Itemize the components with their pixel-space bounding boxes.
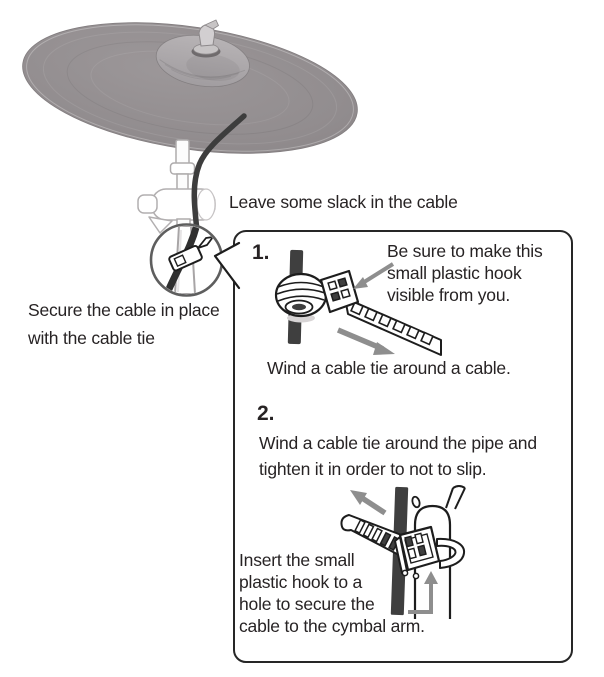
- step2-caption: [259, 431, 537, 482]
- step2-note-line: cable to the cymbal arm.: [239, 616, 425, 636]
- step1-note: [387, 240, 543, 306]
- pipe-hole: [411, 496, 421, 508]
- tie-coil: [276, 274, 326, 316]
- step1-caption: Wind a cable tie around a cable.: [267, 358, 511, 378]
- step2-caption-line: Wind a cable tie around the pipe and: [259, 433, 537, 453]
- wind-direction-arrow-icon: [338, 330, 395, 355]
- step2-note-line: Insert the small: [239, 550, 355, 570]
- cymbal-disc: [14, 0, 368, 173]
- step2-note: [239, 549, 425, 637]
- step1-note-line: Be sure to make this: [387, 241, 543, 261]
- step2-caption-line: tighten it in order to not to slip.: [259, 458, 487, 479]
- step2-note-line: hole to secure the: [239, 594, 375, 614]
- step1-note-line: small plastic hook: [387, 263, 522, 283]
- callout-pointer: [211, 239, 241, 293]
- tie-strap: [345, 298, 441, 355]
- step1-note-line: visible from you.: [387, 285, 511, 305]
- cymbal-logo: [116, 7, 190, 23]
- caption-secure-cable: [28, 297, 220, 352]
- step1-number: 1.: [252, 241, 270, 264]
- step2-note-line: plastic hook to a: [239, 572, 363, 592]
- caption-leave-slack: Leave some slack in the cable: [229, 192, 458, 212]
- pipe-top-bracket: [446, 486, 465, 509]
- tighten-arrow-icon: [350, 490, 385, 513]
- step2-number: 2.: [257, 402, 275, 425]
- caption-secure-line: with the cable tie: [28, 327, 155, 348]
- caption-secure-line: Secure the cable in place: [28, 300, 220, 320]
